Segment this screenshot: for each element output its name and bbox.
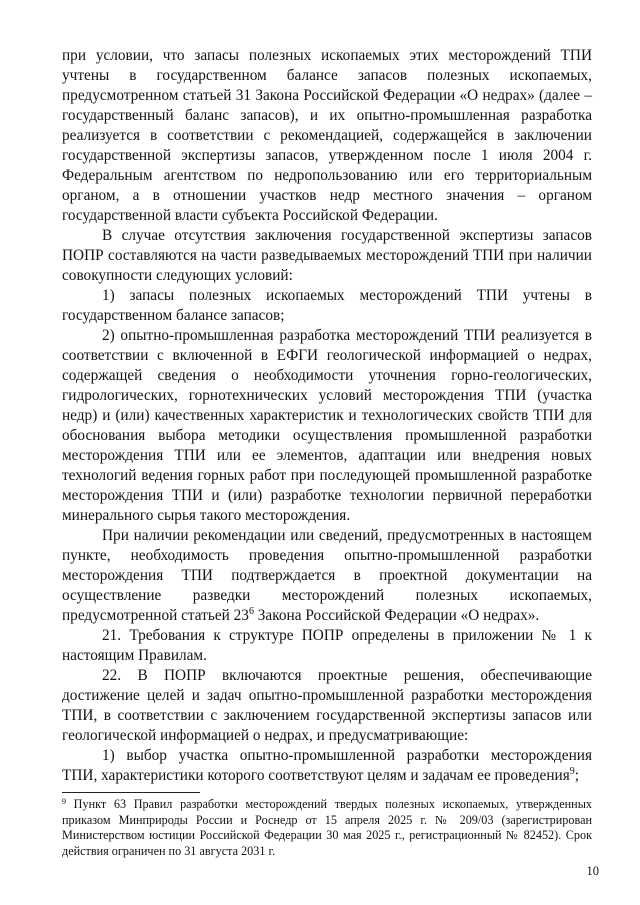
paragraph-no-expertise: В случае отсутствия заключения государственной экспертизы запасов ПОПР составляются на части разведываемых месторождений ТПИ при наличии совокупности следующих условий: [62,227,592,284]
item-22-subitem-1-text: 1) выбор участка опытно-промышленной разработки месторождения ТПИ, характеристики которого соответствуют целям и задачам ее проведения [62,747,592,784]
superscript-article: 6 [248,606,254,617]
page-number: 10 [586,864,599,878]
footnote-separator [62,792,200,793]
item-21: 21. Требования к структуре ПОПР определены в приложении № 1 к настоящим Правилам. [62,627,592,664]
paragraph-continuation: при условии, что запасы полезных ископаемых этих месторождений ТПИ учтены в государственном балансе запасов полезных ископаемых, предусмотренном статьей 31 Закона Российской Федерации «О недрах» (далее – государственный баланс запасов), и их опытно-промышленная разработка реализуется в соответствии с рекомендацией, содержащейся в заключении государственной экспертизы запасов, утвержденном после 1 июля 2004 г. Федеральным агентством по недропользованию или его территориальным органом, а в отношении участков недр местного значения – органом государственной власти субъекта Российской Федерации. [62,47,592,224]
condition-1: 1) запасы полезных ископаемых месторождений ТПИ учтены в государственном балансе запасов; [62,287,592,324]
body-text [62,46,592,786]
item-22-subitem-1 [62,746,592,786]
paragraph-recommendation-text: При наличии рекомендации или сведений, предусмотренных в настоящем пункте, необходимость проведения опытно-промышленной разработки месторождения ТПИ подтверждается в проектной документации на осуществление разведки месторождений полезных ископаемых, предусмотренной статьей 23 [62,527,592,624]
item-22-subitem-1-tail: ; [574,767,579,784]
footnote [62,797,592,859]
footnote-marker: 9 [62,797,66,806]
footnote-reference: 9 [569,766,575,777]
footnote-text: Пункт 63 Правил разработки месторождений твердых полезных ископаемых, утвержденных приказом Минприроды России и Роснедр от 15 апреля 2025 г. № 209/03 (зарегистрирован Министерством юстиции Российской Федерации 30 мая 2025 г., регистрационный № 82452). Срок действия ограничен по 31 августа 2031 г. [62,797,592,858]
condition-2: 2) опытно-промышленная разработка месторождений ТПИ реализуется в соответствии с включенной в ЕФГИ геологической информацией о недрах, содержащей сведения о необходимости уточнения горно-геологических, гидрологических, горнотехнических условий месторождения ТПИ (участка недр) и (или) качественных характеристик и технологических свойств ТПИ для обоснования выбора методики осуществления промышленной разработки месторождения ТПИ или ее элементов, адаптации или внедрения новых технологий ведения горных работ при последующей промышленной разработке месторождения ТПИ и (или) разработке технологии первичной переработки минерального сырья такого месторождения. [62,327,592,524]
paragraph-recommendation-tail: Закона Российской Федерации «О недрах». [253,607,540,624]
item-22: 22. В ПОПР включаются проектные решения, обеспечивающие достижение целей и задач опытно-промышленной разработки месторождения ТПИ, в соответствии с заключением государственной экспертизы запасов или геологической информацией о недрах, и предусматривающие: [62,667,592,744]
paragraph-recommendation [62,526,592,626]
